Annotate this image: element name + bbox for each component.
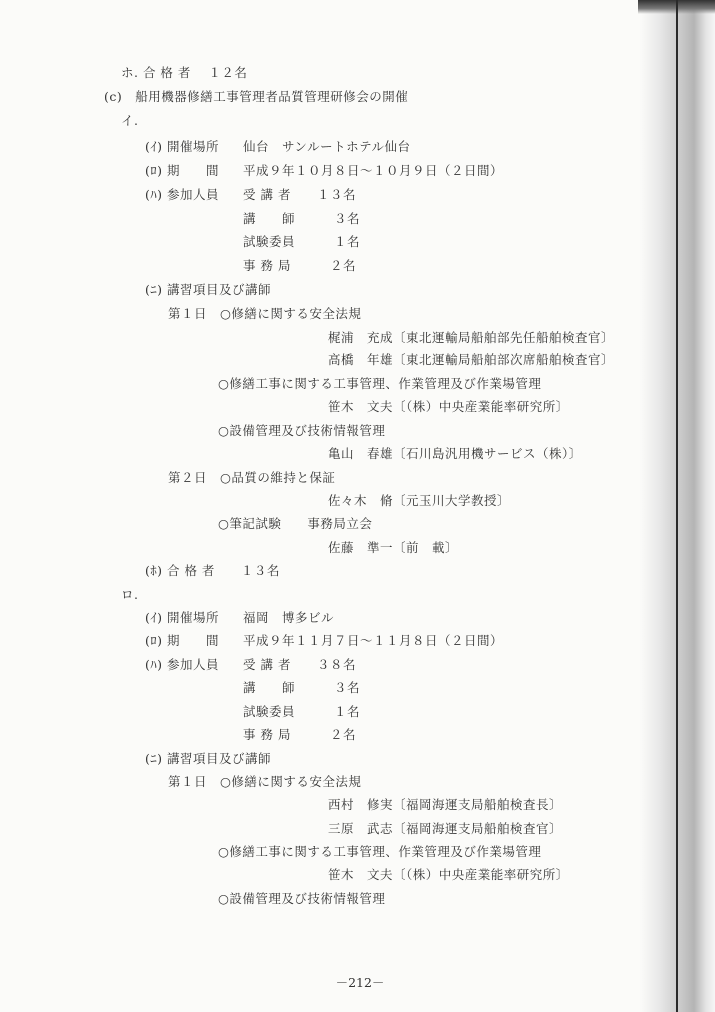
- text-line: 亀山 春雄〔石川島汎用機サービス（株）〕: [328, 446, 582, 461]
- text-line: 平成９年１１月７日～１１月８日（２日間）: [243, 633, 504, 648]
- text-line: (ﾊ) 参加人員: [145, 187, 219, 202]
- text-line: 受 講 者 １３名: [243, 187, 356, 202]
- text-line: 笹木 文夫〔（株）中央産業能率研究所〕: [328, 399, 569, 414]
- text-line: 講 師 ３名: [243, 680, 361, 695]
- text-line: ○修繕工事に関する工事管理、作業管理及び作業場管理: [218, 844, 542, 859]
- text-line: 事 務 局 ２名: [243, 258, 356, 273]
- text-line: ロ.: [121, 587, 139, 602]
- text-line: ○設備管理及び技術情報管理: [218, 423, 386, 438]
- text-line: ホ. 合 格 者 １２名: [121, 65, 248, 80]
- text-line: (ﾎ) 合 格 者 １３名: [145, 563, 280, 578]
- text-line: (ﾆ) 講習項目及び講師: [145, 751, 271, 766]
- text-line: 事 務 局 ２名: [243, 727, 356, 742]
- text-line: (ｲ) 開催場所: [145, 139, 219, 154]
- text-line: (ﾛ) 期 間: [145, 633, 219, 648]
- text-line: 高橋 年雄〔東北運輸局船舶部次席船舶検査官〕: [328, 352, 615, 367]
- text-line: 仙台 サンルートホテル仙台: [243, 139, 411, 154]
- text-line: 第１日 ○修繕に関する安全法規: [168, 306, 362, 321]
- text-line: 第１日 ○修繕に関する安全法規: [168, 774, 362, 789]
- text-line: イ.: [121, 113, 139, 128]
- text-line: 受 講 者 ３８名: [243, 657, 356, 672]
- text-line: 佐藤 準一〔前 載〕: [328, 540, 459, 555]
- text-line: 試験委員 １名: [243, 704, 361, 719]
- page-number: －212－: [335, 975, 385, 990]
- text-line: ○筆記試験 事務局立会: [218, 516, 373, 531]
- text-line: 試験委員 １名: [243, 234, 361, 249]
- text-line: 西村 修実〔福岡海運支局船舶検査長〕: [328, 797, 563, 812]
- text-line: 笹木 文夫〔（株）中央産業能率研究所〕: [328, 867, 569, 882]
- text-line: ○設備管理及び技術情報管理: [218, 891, 386, 906]
- text-line: (ｲ) 開催場所: [145, 610, 219, 625]
- text-line: (ﾊ) 参加人員: [145, 657, 219, 672]
- text-line: ○修繕工事に関する工事管理、作業管理及び作業場管理: [218, 376, 542, 391]
- text-line: 平成９年１０月８日～１０月９日（２日間）: [243, 163, 504, 178]
- text-line: (ﾛ) 期 間: [145, 163, 219, 178]
- text-line: 第２日 ○品質の維持と保証: [168, 470, 336, 485]
- text-line: (c) 船用機器修繕工事管理者品質管理研修会の開催: [104, 89, 409, 104]
- text-line: 講 師 ３名: [243, 211, 361, 226]
- text-line: 佐々木 脩〔元玉川大学教授〕: [328, 493, 511, 508]
- binding-gutter-line: [676, 0, 678, 1012]
- text-line: (ﾆ) 講習項目及び講師: [145, 282, 271, 297]
- text-line: 三原 武志〔福岡海運支局船舶検査官〕: [328, 821, 563, 836]
- text-line: 福岡 博多ビル: [243, 610, 335, 625]
- text-line: 梶浦 充成〔東北運輸局船舶部先任船舶検査官〕: [328, 330, 615, 345]
